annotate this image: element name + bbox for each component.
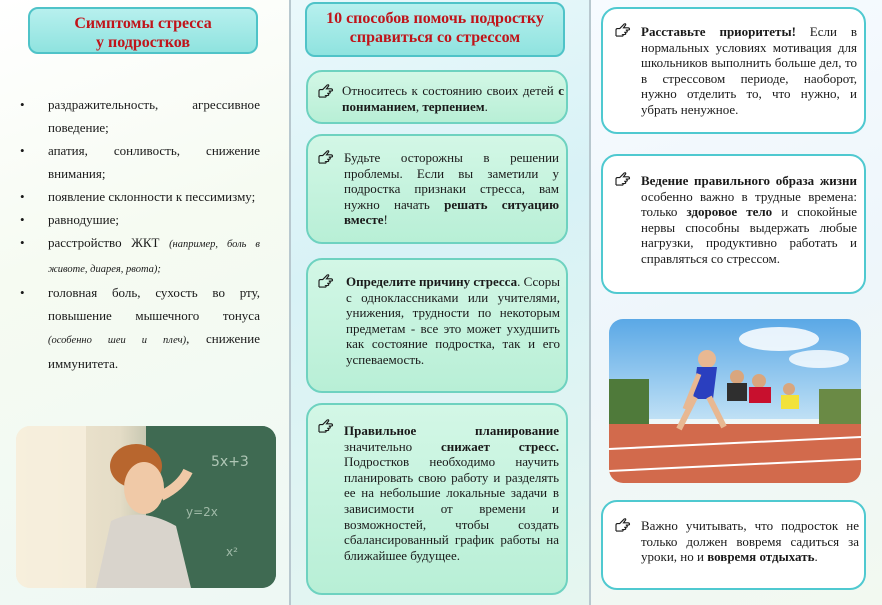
- tip-card-understanding: Относитесь к состоянию своих детей с пониманием, терпением.: [306, 70, 568, 124]
- symptom-item: • появление склонности к пессимизму;: [20, 185, 260, 208]
- svg-text:y=2x: y=2x: [186, 505, 218, 519]
- tips-title-line1: 10 способов помочь подростку: [326, 10, 544, 27]
- tips-title-line2: справиться со стрессом: [349, 29, 521, 46]
- symptom-item: • расстройство ЖКТ (например, боль в животе, диарея, рвота);: [20, 231, 260, 281]
- tips-column: [291, 0, 589, 605]
- tips-title: [305, 2, 565, 57]
- pointing-hand-icon: [316, 148, 334, 166]
- running-teens-photo: [609, 319, 861, 483]
- tips-column-continued: [591, 0, 882, 605]
- tip-card-lifestyle: Ведение правильного образа жизни особенно важно в трудные времена: только здоровое тело и спокойные нервы способны выдержать любые нагрузки, продуктивно работать и справляться со стрессом.: [601, 154, 866, 294]
- tip-card-rest: Важно учитывать, что подросток не только должен вовремя садиться за уроки, но и вовремя отдыхать.: [601, 500, 866, 590]
- tip-card-priorities: Расставьте приоритеты! Если в нормальных условиях мотивация для школьников выполнить больше дел, то в стрессовом периоде, наоборот, нужно отделить то, что нужно, и убрать ненужное.: [601, 7, 866, 134]
- symptoms-title-line2: у подростков: [96, 34, 190, 51]
- symptoms-title-line1: Симптомы стресса: [74, 15, 212, 32]
- pointing-hand-icon: [316, 417, 334, 435]
- tip-card-cause: Определите причину стресса. Ссоры с одноклассниками или учителями, унижения, трудности по некоторым предметам - все это может ухудшить как состояние подростка, так и его успеваемость.: [306, 258, 568, 393]
- pointing-hand-icon: [613, 170, 631, 188]
- tip-card-careful: Будьте осторожны в решении проблемы. Если вы заметили у подростка признаки стресса, вам нужно начать решать ситуацию вместе!: [306, 134, 568, 244]
- svg-text:5x+3: 5x+3: [211, 454, 249, 470]
- pointing-hand-icon: [613, 516, 631, 534]
- symptom-note: (например, боль в животе, диарея, рвота);: [48, 239, 260, 275]
- svg-text:x²: x²: [226, 545, 238, 559]
- tip-card-planning: Правильное планирование значительно снижает стресс. Подростков необходимо научить планировать свою работу и разделять ее на небольшие локальные задачи в зависимости от времени и возможностей, чтобы создать сбалансированный график работы на ближайшее будущее.: [306, 403, 568, 595]
- symptoms-title: [28, 7, 258, 54]
- pointing-hand-icon: [316, 82, 334, 100]
- symptom-item: • равнодушие;: [20, 208, 260, 231]
- symptoms-list: [20, 93, 260, 375]
- symptom-item: • апатия, сонливость, снижение внимания;: [20, 139, 260, 185]
- symptom-item: • раздражительность, агрессивное поведение;: [20, 93, 260, 139]
- pointing-hand-icon: [613, 21, 631, 39]
- stressed-girl-photo: [16, 426, 276, 588]
- symptom-item: • головная боль, сухость во рту, повышение мышечного тонуса (особенно шеи и плеч), снижение иммунитета.: [20, 281, 260, 375]
- symptoms-column: [0, 0, 289, 605]
- symptom-note: (особенно шеи и плеч): [48, 335, 187, 346]
- pointing-hand-icon: [316, 272, 334, 290]
